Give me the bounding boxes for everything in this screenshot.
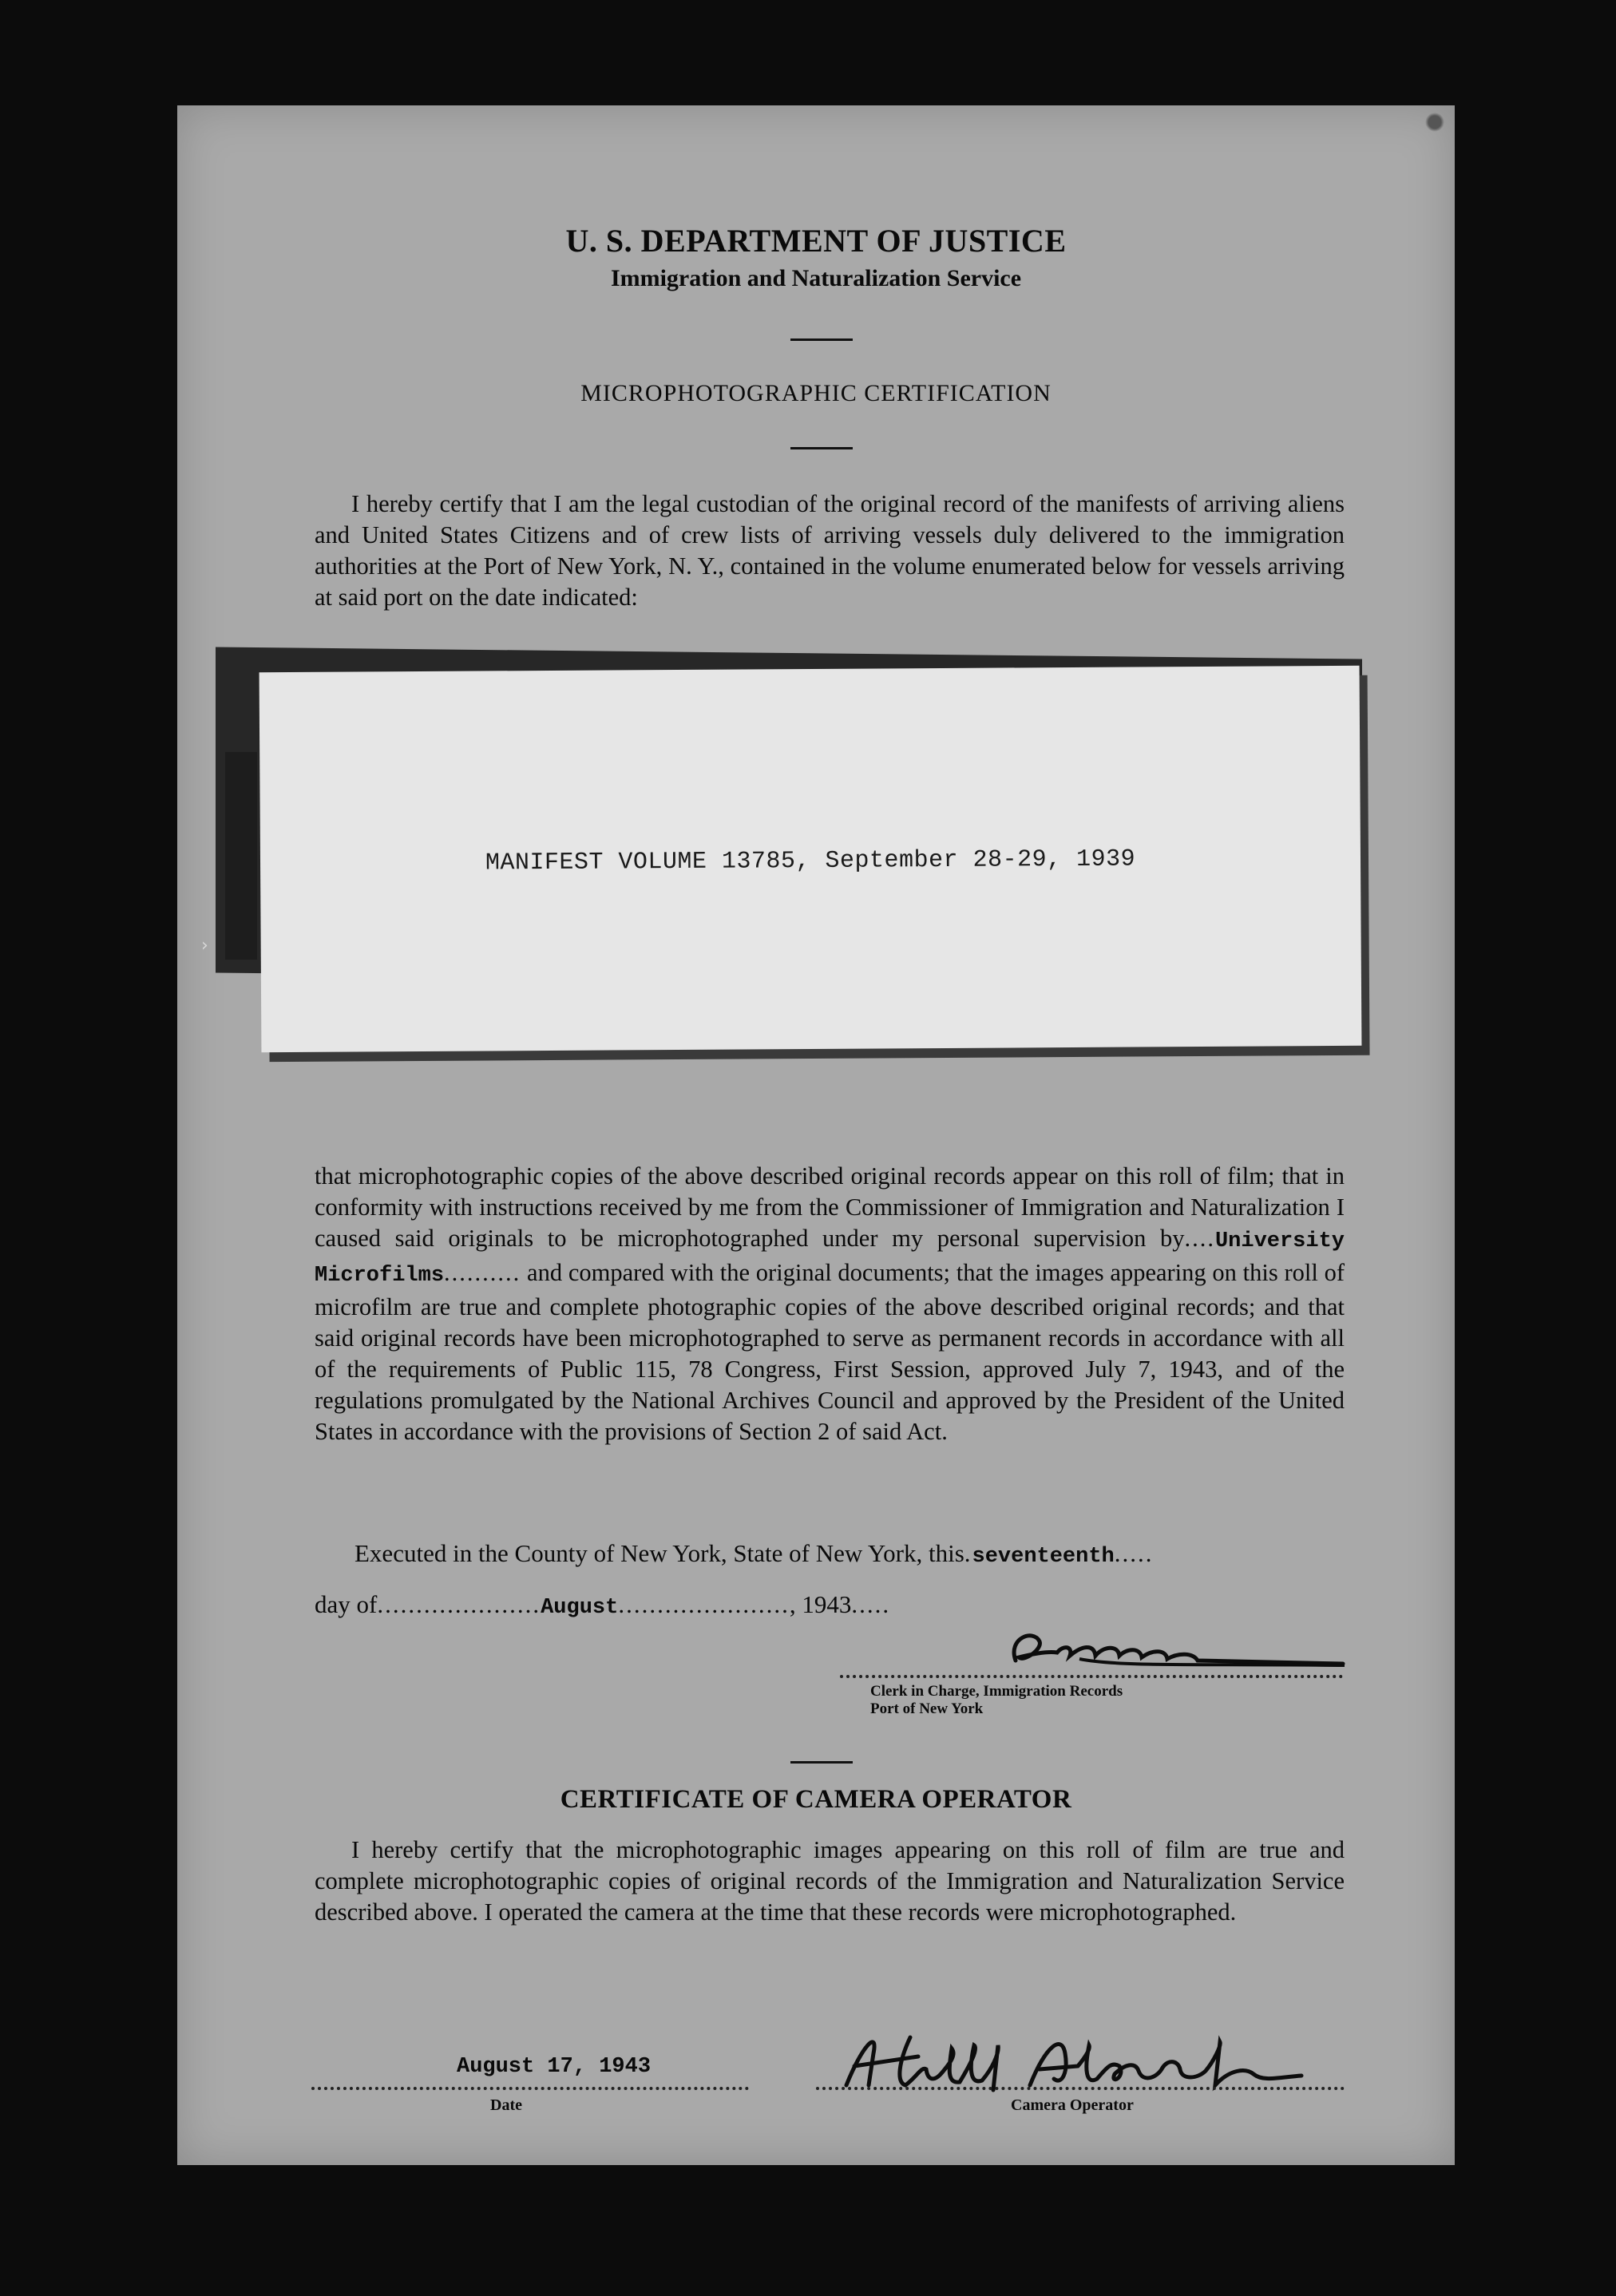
- execution-text: Executed in the County of New York, State of New York, this: [354, 1539, 964, 1567]
- fill-dots: .: [964, 1539, 972, 1567]
- fill-dots: ....: [1184, 1225, 1215, 1252]
- month-value: August: [541, 1596, 619, 1620]
- slip-shadow: [225, 752, 257, 960]
- service-subtitle: Immigration and Naturalization Service: [610, 265, 1022, 291]
- divider: [790, 338, 853, 341]
- manifest-slip: [259, 666, 1362, 1052]
- custodian-statement: I hereby certify that I am the legal custodian of the original record of the manifests of arriving aliens and United States Citizens and of crew lists of arriving vessels duly delivered to the immigration authorities at the Port of New York, N. Y., contained in the volume enumerated below for vessels arriving at said port on the date indicated:: [315, 490, 1345, 611]
- statement-part-1: that microphotographic copies of the above described original records appear on this roll of film; that in conformity with instructions received by me from the Commissioner of Immigration and Naturalization I caused said originals to be microphotographed under my personal supervision by: [315, 1162, 1345, 1252]
- execution-line: [354, 1539, 1361, 1569]
- statement-part-2: and compared with the original documents; that the images appearing on this roll of microfilm are true and complete photographic copies of the above described original records; and that said original records have been microphotographed to serve as permanent records in accordance with all of the requirements of Public 115, 78 Congress, First Session, approved July 7, 1943, and of the regulations promulgated by the National Archives Council and approved by the President of the United States in accordance with the provisions of Section 2 of said Act.: [315, 1259, 1345, 1445]
- certificate-page: [177, 105, 1455, 2165]
- ink-spot: [1424, 110, 1445, 134]
- manifest-volume-text: MANIFEST VOLUME 13785, September 28-29, 1939: [485, 845, 1136, 877]
- camera-cert-title: CERTIFICATE OF CAMERA OPERATOR: [560, 1785, 1072, 1814]
- operator-signature-line: [816, 2087, 1345, 2093]
- edge-mark-icon: ›: [201, 936, 208, 956]
- divider: [790, 1761, 853, 1764]
- clerk-title: Clerk in Charge, Immigration Records: [870, 1683, 1123, 1700]
- day-of-label: day of: [315, 1590, 378, 1618]
- divider: [790, 447, 853, 449]
- camera-operator-label: Camera Operator: [1011, 2096, 1134, 2114]
- fill-dots: .....: [1114, 1539, 1154, 1567]
- date-line: day of.....................August......................, 1943.....: [315, 1590, 891, 1620]
- fill-dots: .....................: [377, 1590, 541, 1618]
- camera-date-value: August 17, 1943: [457, 2055, 652, 2079]
- fill-dots: ......................: [618, 1590, 790, 1618]
- certification-statement: [315, 1161, 1345, 1447]
- camera-cert-statement: I hereby certify that the microphotographic images appearing on this roll of film are true and complete microphotographic copies of original records of the Immigration and Naturalization Service described above. I operated the camera at the time that these records were microphotographed.: [315, 1836, 1345, 1926]
- clerk-port: Port of New York: [870, 1700, 984, 1717]
- day-word: seventeenth: [972, 1545, 1115, 1569]
- clerk-signature-line: [840, 1675, 1343, 1681]
- section-title: MICROPHOTOGRAPHIC CERTIFICATION: [580, 380, 1052, 406]
- fill-dots: .....: [851, 1590, 891, 1618]
- date-label: Date: [490, 2096, 522, 2114]
- fill-dots: ..........: [444, 1259, 521, 1286]
- agency-title: U. S. DEPARTMENT OF JUSTICE: [565, 223, 1067, 259]
- year-value: 1943: [802, 1590, 852, 1618]
- clerk-caption: [870, 1683, 1285, 1718]
- date-signature-line: [311, 2087, 749, 2093]
- company-name: University Microfilms: [315, 1229, 1345, 1288]
